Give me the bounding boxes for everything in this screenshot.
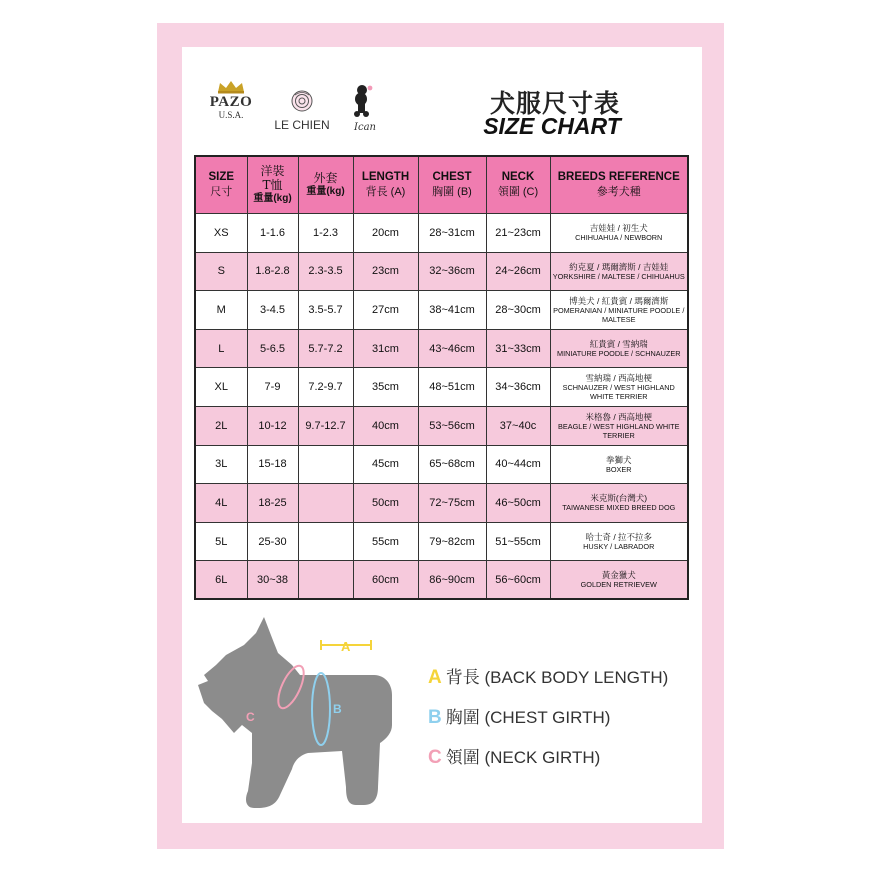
cell-coat-weight: 7.2-9.7 — [298, 368, 353, 407]
cell-length: 55cm — [353, 522, 418, 561]
table-row — [195, 329, 688, 368]
cell-coat-weight — [298, 484, 353, 523]
cell-chest: 28~31cm — [418, 214, 486, 253]
cell-dress-weight: 1-1.6 — [247, 214, 298, 253]
cell-breed: 拳獅犬 BOXER — [550, 445, 688, 484]
cell-chest: 38~41cm — [418, 291, 486, 330]
cell-breed: 哈士奇 / 拉不拉多 HUSKY / LABRADOR — [550, 522, 688, 561]
measurement-legend — [428, 665, 668, 785]
cell-dress-weight: 15-18 — [247, 445, 298, 484]
table-row — [195, 368, 688, 407]
cell-breed: 約克夏 / 瑪爾濟斯 / 吉娃娃 YORKSHIRE / MALTESE / CHIHUAHUS — [550, 252, 688, 291]
cell-neck: 56~60cm — [486, 561, 550, 600]
cell-dress-weight: 10-12 — [247, 406, 298, 445]
cell-chest: 79~82cm — [418, 522, 486, 561]
cell-neck: 37~40c — [486, 406, 550, 445]
table-row — [195, 561, 688, 600]
legend-item-neck — [428, 745, 668, 785]
table-row — [195, 522, 688, 561]
cell-chest: 72~75cm — [418, 484, 486, 523]
cell-chest: 53~56cm — [418, 406, 486, 445]
cell-chest: 86~90cm — [418, 561, 486, 600]
header-dress-weight: 洋裝 T恤 重量(kg) — [247, 156, 298, 214]
cell-length: 60cm — [353, 561, 418, 600]
legend-letter: A — [428, 667, 442, 688]
cell-neck: 40~44cm — [486, 445, 550, 484]
cell-length: 50cm — [353, 484, 418, 523]
table-row — [195, 484, 688, 523]
legend-text: 胸圍 (CHEST GIRTH) — [445, 708, 611, 727]
cell-coat-weight: 5.7-7.2 — [298, 329, 353, 368]
cell-length: 20cm — [353, 214, 418, 253]
header-coat-weight: 外套 重量(kg) — [298, 156, 353, 214]
header-length: LENGTH 背長 (A) — [353, 156, 418, 214]
cell-chest: 65~68cm — [418, 445, 486, 484]
cell-dress-weight: 1.8-2.8 — [247, 252, 298, 291]
cell-neck: 51~55cm — [486, 522, 550, 561]
dog-measurement-diagram — [196, 615, 396, 810]
cell-coat-weight: 3.5-5.7 — [298, 291, 353, 330]
cell-size: XS — [195, 214, 247, 253]
cell-breed: 吉娃娃 / 初生犬 CHIHUAHUA / NEWBORN — [550, 214, 688, 253]
cell-chest: 32~36cm — [418, 252, 486, 291]
cell-dress-weight: 18-25 — [247, 484, 298, 523]
cell-size: 6L — [195, 561, 247, 600]
cell-neck: 28~30cm — [486, 291, 550, 330]
cell-coat-weight: 9.7-12.7 — [298, 406, 353, 445]
cell-neck: 21~23cm — [486, 214, 550, 253]
ican-logo — [343, 84, 387, 133]
label-b: B — [333, 702, 342, 716]
cell-dress-weight: 30~38 — [247, 561, 298, 600]
camellia-flower-icon — [289, 90, 315, 112]
legend-text: 背長 (BACK BODY LENGTH) — [445, 668, 669, 687]
cell-breed: 米格魯 / 西高地梗 BEAGLE / WEST HIGHLAND WHITE TERRIER — [550, 406, 688, 445]
cell-size: 5L — [195, 522, 247, 561]
cell-length: 40cm — [353, 406, 418, 445]
cell-size: 3L — [195, 445, 247, 484]
cell-coat-weight: 2.3-3.5 — [298, 252, 353, 291]
cell-length: 31cm — [353, 329, 418, 368]
cell-breed: 博美犬 / 紅貴賓 / 瑪爾濟斯 POMERANIAN / MINIATURE POODLE / MALTESE — [550, 291, 688, 330]
cell-dress-weight: 3-4.5 — [247, 291, 298, 330]
cell-neck: 24~26cm — [486, 252, 550, 291]
cell-breed: 黃金獵犬 GOLDEN RETRIEVEW — [550, 561, 688, 600]
cell-breed: 米克斯(台灣犬) TAIWANESE MIXED BREED DOG — [550, 484, 688, 523]
cell-breed: 雪納瑞 / 西高地梗 SCHNAUZER / WEST HIGHLAND WHITE TERRIER — [550, 368, 688, 407]
brand-logos — [205, 80, 395, 140]
page-title-english: SIZE CHART — [483, 113, 621, 139]
table-row — [195, 291, 688, 330]
cell-length: 35cm — [353, 368, 418, 407]
cell-chest: 43~46cm — [418, 329, 486, 368]
poodle-icon — [347, 84, 383, 118]
cell-dress-weight: 25-30 — [247, 522, 298, 561]
cell-length: 27cm — [353, 291, 418, 330]
cell-length: 45cm — [353, 445, 418, 484]
header-neck: NECK 領圍 (C) — [486, 156, 550, 214]
cell-size: 4L — [195, 484, 247, 523]
page-title-chinese: 犬服尺寸表 — [489, 90, 620, 118]
cell-dress-weight: 5-6.5 — [247, 329, 298, 368]
cell-neck: 31~33cm — [486, 329, 550, 368]
cell-size: S — [195, 252, 247, 291]
cell-chest: 48~51cm — [418, 368, 486, 407]
header-size: SIZE 尺寸 — [195, 156, 247, 214]
legend-letter: C — [428, 747, 442, 768]
cell-length: 23cm — [353, 252, 418, 291]
legend-item-chest — [428, 705, 668, 745]
table-row — [195, 406, 688, 445]
size-chart-table — [194, 155, 689, 600]
cell-neck: 34~36cm — [486, 368, 550, 407]
pazo-subtitle: U.S.A. — [218, 110, 244, 120]
legend-letter: B — [428, 707, 442, 728]
table-header-row — [195, 156, 688, 214]
label-a: A — [341, 639, 351, 654]
table-row — [195, 252, 688, 291]
cell-coat-weight — [298, 522, 353, 561]
legend-item-length — [428, 665, 668, 705]
header-breeds: BREEDS REFERENCE 參考犬種 — [550, 156, 688, 214]
cell-coat-weight — [298, 445, 353, 484]
cell-coat-weight: 1-2.3 — [298, 214, 353, 253]
header-chest: CHEST 胸圍 (B) — [418, 156, 486, 214]
lechien-logo — [267, 90, 337, 132]
pazo-wordmark: PAZO — [209, 94, 253, 110]
cell-neck: 46~50cm — [486, 484, 550, 523]
cell-coat-weight — [298, 561, 353, 600]
crown-icon — [216, 80, 246, 94]
pazo-logo — [205, 80, 257, 120]
table-row — [195, 445, 688, 484]
cell-dress-weight: 7-9 — [247, 368, 298, 407]
cell-size: XL — [195, 368, 247, 407]
legend-text: 領圍 (NECK GIRTH) — [445, 748, 601, 767]
cell-size: M — [195, 291, 247, 330]
table-row — [195, 214, 688, 253]
lechien-wordmark: LE CHIEN — [274, 118, 330, 132]
cell-size: L — [195, 329, 247, 368]
ican-wordmark: Ican — [354, 122, 376, 133]
cell-size: 2L — [195, 406, 247, 445]
cell-breed: 紅貴賓 / 雪納瑞 MINIATURE POODLE / SCHNAUZER — [550, 329, 688, 368]
label-c: C — [246, 710, 255, 724]
